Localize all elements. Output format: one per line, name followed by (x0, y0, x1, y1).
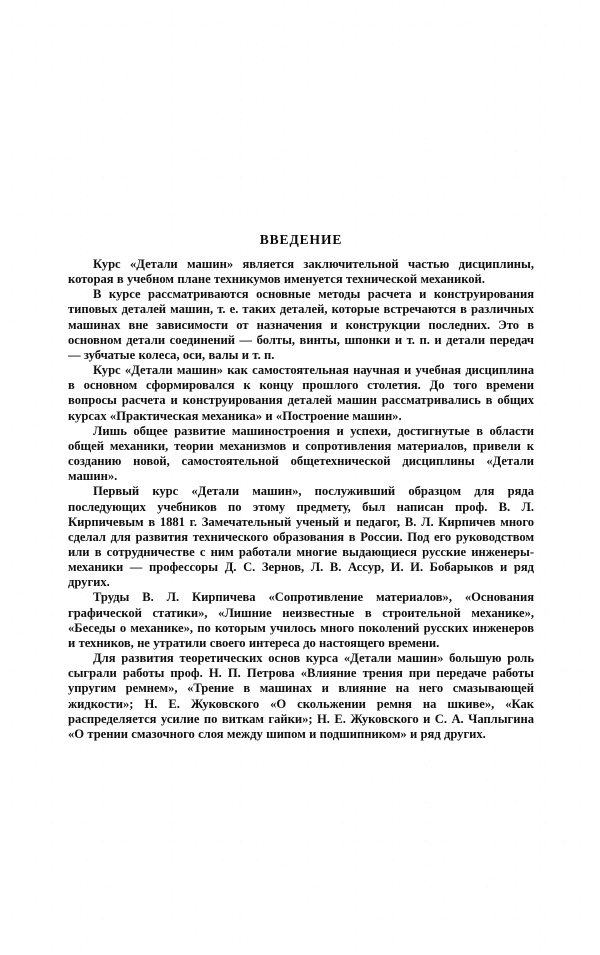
paragraph-4: Лишь общее развитие машиностроения и успехи, достигнутые в области общей механики, теории механизмов и сопротивления материалов, привели к созданию новой, самостоятельной общетехнической дисциплины «Детали машин». (68, 423, 534, 484)
paragraph-2: В курсе рассматриваются основные методы расчета и конструирования типовых деталей машин, т. е. таких деталей, которые встречаются в различных машинах вне зависимости от назначения и конструкции последних. Это в основном детали соединений — болты, винты, шпонки и т. п. и детали передач — зубчатые колеса, оси, валы и т. п. (68, 287, 534, 362)
paragraph-7: Для развития теоретических основ курса «Детали машин» большую роль сыграли работы проф. Н. П. Петрова «Влияние трения при передаче работы упругим ремнем», «Трение в машинах и влияние на него смазывающей жидкости»; Н. Е. Жуковского «О скольжении ремня на шкиве», «Как распределяется усилие по виткам гайки»; Н. Е. Жуковского и С. А. Чаплыгина «О трении смазочного слоя между шипом и подшипником» и ряд других. (68, 651, 534, 741)
paragraph-3: Курс «Детали машин» как самостоятельная научная и учебная дисциплина в основном сформировался к концу прошлого столетия. До того времени вопросы расчета и конструирования деталей машин рассматривались в общих курсах «Практическая механика» и «Построение машин». (68, 363, 534, 423)
paragraph-1: Курс «Детали машин» является заключительной частью дисциплины, которая в учебном плане техникумов именуется технической механикой. (68, 257, 534, 287)
page-title: ВВЕДЕНИЕ (259, 232, 343, 247)
page-text-block (68, 232, 534, 742)
paragraph-6: Труды В. Л. Кирпичева «Сопротивление материалов», «Основания графической статики», «Лишние неизвестные в строительной механике», «Беседы о механике», по которым училось много поколений русских инженеров и техников, не утратили своего интереса до настоящего времени. (68, 590, 534, 650)
paragraph-5: Первый курс «Детали машин», послуживший образцом для ряда последующих учебников по этому предмету, был написан проф. В. Л. Кирпичевым в 1881 г. Замечательный ученый и педагог, В. Л. Кирпичев много сделал для развития технического образования в России. Под его руководством или в сотрудничестве с ним работали многие выдающиеся русские инженеры-механики — профессоры Д. С. Зернов, Л. В. Ассур, И. И. Бобарыков и ряд других. (68, 484, 534, 590)
